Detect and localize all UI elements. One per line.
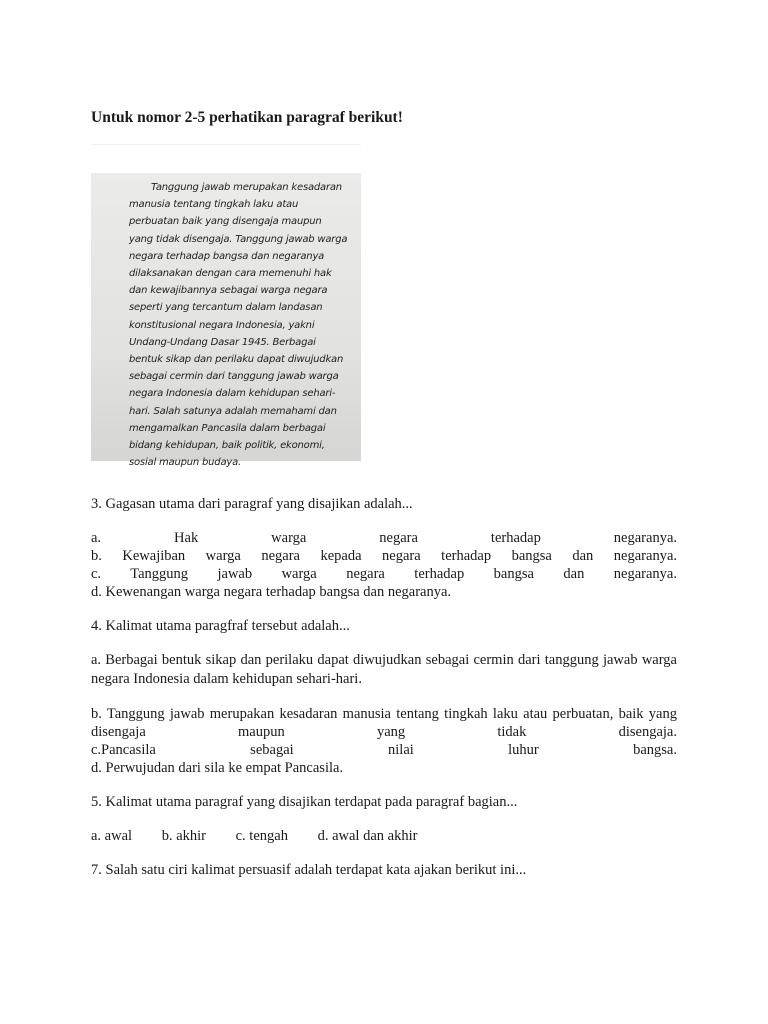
divider: [91, 144, 361, 145]
photo-line: dilaksanakan dengan cara memenuhi hak: [129, 268, 332, 280]
photo-line: negara terhadap bangsa dan negaranya: [129, 250, 325, 262]
question-3: [91, 495, 677, 601]
photo-line: hari. Salah satunya adalah memahami dan: [129, 405, 337, 417]
option-a: a. Berbagai bentuk sikap dan perilaku dapat diwujudkan sebagai cermin dari tanggung jawab warga negara Indonesia dalam kehidupan sehari-hari.: [91, 652, 677, 687]
question-3-text: 3. Gagasan utama dari paragraf yang disajikan adalah...: [91, 496, 413, 512]
document-page: [91, 108, 677, 879]
question-7-text: 7. Salah satu ciri kalimat persuasif adalah terdapat kata ajakan berikut ini...: [91, 862, 527, 878]
question-4: [91, 617, 677, 777]
question-4-options-bcd: [91, 705, 677, 777]
option-b: b. akhir: [161, 828, 206, 844]
photo-line: sosial maupun budaya.: [129, 457, 241, 469]
option-a: a. Hak warga negara terhadap negaranya.: [91, 530, 677, 546]
option-b: b. Kewajiban warga negara kepada negara terhadap bangsa dan negaranya.: [91, 548, 677, 564]
section-heading: Untuk nomor 2-5 perhatikan paragraf berikut!: [91, 109, 403, 126]
option-b: b. Tanggung jawab merupakan kesadaran manusia tentang tingkah laku atau perbuatan, baik yang disengaja maupun yang tidak disengaja.: [91, 706, 677, 740]
photo-line: manusia tentang tingkah laku atau: [129, 199, 299, 211]
question-4-text: 4. Kalimat utama paragfraf tersebut adalah...: [91, 618, 350, 634]
paragraph-photo: [91, 173, 361, 469]
photo-line: dan kewajibannya sebagai warga negara: [129, 285, 328, 297]
question-5-text: 5. Kalimat utama paragraf yang disajikan terdapat pada paragraf bagian...: [91, 794, 518, 810]
photo-line: konstitusional negara Indonesia, yakni: [129, 319, 315, 331]
question-7: [91, 861, 677, 879]
question-3-options: [91, 529, 677, 601]
photo-line: bidang kehidupan, baik politik, ekonomi,: [129, 440, 325, 452]
photo-line: yang tidak disengaja. Tanggung jawab warga: [129, 233, 348, 245]
photo-line: seperti yang tercantum dalam landasan: [129, 302, 323, 314]
photo-line: bentuk sikap dan perilaku dapat diwujudkan: [129, 354, 344, 366]
option-c: c.Pancasila sebagai nilai luhur bangsa.: [91, 742, 677, 758]
photo-line: Undang-Undang Dasar 1945. Berbagai: [129, 336, 316, 348]
photo-line: perbuatan baik yang disengaja maupun: [129, 216, 322, 228]
option-c: c. Tanggung jawab warga negara terhadap bangsa dan negaranya.: [91, 566, 677, 582]
question-5: [91, 793, 677, 845]
option-a: a. awal: [91, 828, 133, 844]
photo-paragraph-text: [129, 179, 349, 471]
photo-line: mengamalkan Pancasila dalam berbagai: [129, 422, 326, 434]
question-5-options: [91, 827, 677, 845]
photo-line: negara Indonesia dalam kehidupan sehari-: [129, 388, 336, 400]
option-d: d. Perwujudan dari sila ke empat Pancasila.: [91, 760, 344, 776]
photo-line: Tanggung jawab merupakan kesadaran: [151, 182, 342, 193]
option-d: d. Kewenangan warga negara terhadap bangsa dan negaranya.: [91, 584, 452, 600]
option-c: c. tengah: [235, 828, 288, 844]
option-d: d. awal dan akhir: [317, 828, 418, 844]
photo-line: sebagai cermin dari tanggung jawab warga: [129, 371, 339, 383]
